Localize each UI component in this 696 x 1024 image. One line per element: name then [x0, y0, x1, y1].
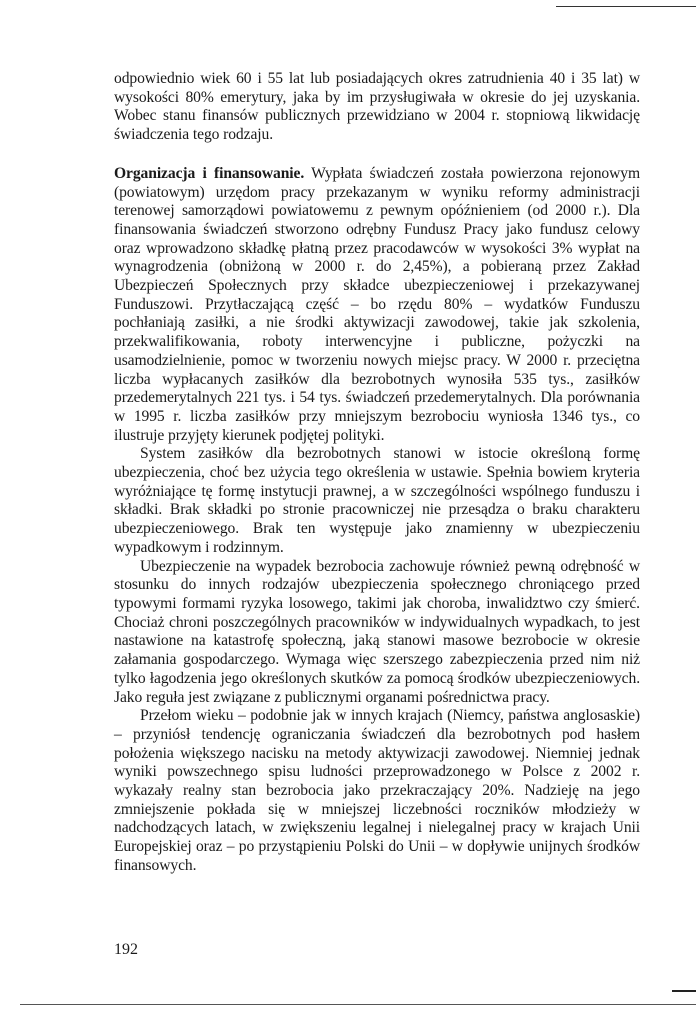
page-edge-mark: [672, 990, 696, 992]
paragraph-text: odpowiednio wiek 60 i 55 lat lub posiadających okres zatrudnienia 40 i 35 lat) w wysokości 80% emerytury, jaka by im przysługiwała w okresie do jej uzyskania. Wobec stanu finansów publicznych przewidziano w 2004 r. stopniową likwidację świadczenia tego rodzaju.: [114, 70, 640, 144]
bottom-rule: [20, 1004, 696, 1005]
paragraph-text: Wypłata świadczeń została powierzona rejonowym (powiatowym) urzędom pracy przekazanym w wyniku reformy administracji terenowej samorządowi powiatowemu z pewnym opóźnieniem (od 2000 r.). Dla finansowania świadczeń stworzono odrębny Fundusz Pracy jako fundusz celowy oraz wprowadzono składkę płatną przez pracodawców w wysokości 3% wypłat na wynagrodzenia (obniżoną w 2000 r. do 2,45%), a pobieraną przez Zakład Ubezpieczeń Społecznych przy składce ubezpieczeniowej i przekazywanej Funduszowi. Przytłaczającą część – bo rzędu 80% – wydatków Funduszu pochłaniają zasiłki, a nie środki aktywizacji zawodowej, takie jak szkolenia, przekwalifikowania, roboty interwencyjne i publiczne, pożyczki na usamodzielnienie, pomoc w tworzeniu nowych miejsc pracy. W 2000 r. przeciętna liczba wypłacanych zasiłków dla bezrobotnych wynosiła 535 tys., zasiłków przedemerytalnych 221 tys. i 54 tys. świadczeń przedemerytalnych. Dla porównania w 1995 r. liczba zasiłków przy mniejszym bezrobociu wyniosła 1346 tys., co ilustruje przyjęty kierunek podjętej polityki.: [114, 164, 641, 444]
page-number: 192: [114, 941, 138, 958]
paragraph-text: Ubezpieczenie na wypadek bezrobocia zachowuje również pewną odrębność w stosunku do innych rodzajów ubezpieczenia społecznego chroniącego przed typowymi formami ryzyka losowego, takimi jak choroba, inwalidztwo czy śmierć. Chociaż chroni poszczególnych pracowników w indywidualnych wypadkach, to jest nastawione na katastrofę społeczną, jaką stanowi masowe bezrobocie w okresie załamania gospodarczego. Wymaga więc szerszego zabezpieczenia przed nim niż tylko łagodzenia jego określonych skutków za pomocą środków ubezpieczeniowych. Jako reguła jest związane z publicznymi organami pośrednictwa pracy.: [114, 557, 640, 706]
paragraph-unemployment-insurance: [114, 558, 640, 708]
page-text: [114, 70, 640, 876]
paragraph-text: Przełom wieku – podobnie jak w innych krajach (Niemcy, państwa anglosaskie) – przyniósł tendencję ograniczania świadczeń dla bezrobotnych pod hasłem położenia większego nacisku na metody aktywizacji zawodowej. Niemniej jednak wyniki powszechnego spisu ludności przeprowadzonego w Polsce z 2002 r. wykazały realny stan bezrobocia jako przekraczający 20%. Nadzieję na jego zmniejszenie pokłada się w mniejszej liczebności roczników młodzieży w nadchodzących latach, w zwiększeniu legalnej i nielegalnej pracy w krajach Unii Europejskiej oraz – po przystąpieniu Polski do Unii – w dopływie unijnych środków finansowych.: [114, 707, 640, 874]
paragraph-benefit-system: [114, 445, 640, 557]
paragraph-turn-of-century: [114, 707, 640, 875]
paragraph-continuation: [114, 70, 640, 145]
top-rule: [556, 6, 696, 7]
paragraph-text: System zasiłków dla bezrobotnych stanowi w istocie określoną formę ubezpieczenia, choć bez użycia tego określenia w ustawie. Spełnia bowiem kryteria wyróżniające tę formę instytucji prawnej, a w szczególności wspólnego funduszu i składki. Brak składki po stronie pracowniczej nie przesądza o braku charakteru ubezpieczeniowego. Brak ten występuje jako znamienny w ubezpieczeniu wypadkowym i rodzinnym.: [114, 445, 640, 556]
paragraph-organization-financing: [114, 165, 640, 446]
section-heading: Organizacja i finansowanie.: [114, 164, 305, 182]
